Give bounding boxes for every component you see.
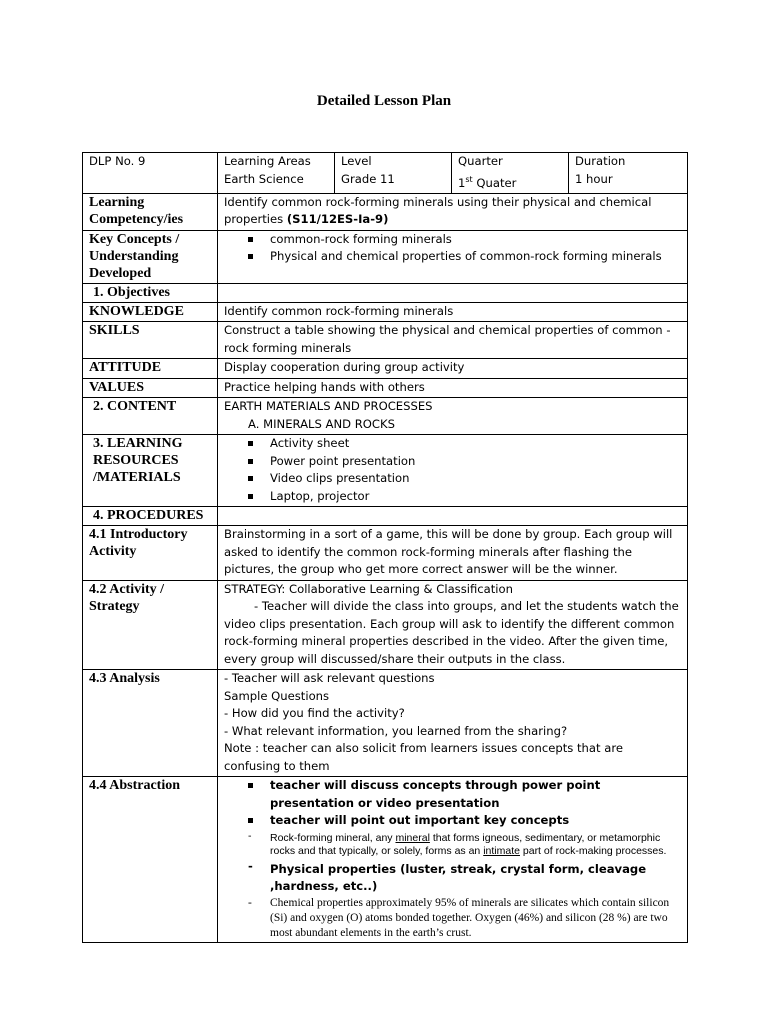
resources-cell — [218, 435, 688, 507]
quarter-label: Quarter — [458, 154, 503, 168]
procedures-label-text: 4. PROCEDURES — [93, 508, 204, 524]
introductory-text: Brainstorming in a sort of a game, this will be done by group. Each group will asked to identify the common rock-forming minerals after flashing the pictures, the group who get more correct answer will be the winner. — [218, 526, 688, 581]
knowledge-text: Identify common rock-forming minerals — [218, 302, 688, 322]
definition-item — [248, 830, 681, 858]
level-value: Grade 11 — [341, 171, 395, 186]
competency-label: Learning Competency/ies — [83, 193, 218, 230]
activity-row — [83, 580, 688, 670]
duration-label: Duration — [575, 154, 626, 168]
duration-value: 1 hour — [575, 171, 613, 186]
level-label: Level — [341, 154, 372, 168]
abstraction-points — [224, 830, 681, 941]
analysis-row — [83, 670, 688, 777]
list-item: Activity sheet — [248, 435, 681, 453]
competency-code: (S11/12ES-Ia-9) — [286, 212, 389, 227]
definition-text: , any — [369, 831, 396, 844]
content-cell — [218, 398, 688, 435]
procedures-empty-cell — [218, 507, 688, 526]
abstraction-cell — [218, 777, 688, 943]
quarter-suffix: st — [465, 174, 473, 184]
introductory-label: 4.1 Introductory Activity — [83, 526, 218, 581]
definition-text: that forms igneous, sedimentary, or metamorphic rocks and that typically, or solely, forms as an — [270, 831, 661, 857]
strategy-line: STRATEGY: Collaborative Learning & Classification — [224, 581, 513, 596]
list-item: Physical and chemical properties of common-rock forming minerals — [248, 248, 681, 266]
chemical-properties-item: - Chemical properties approximately 95% of minerals are silicates which contain silicon (Si) and oxygen (O) atoms bonded together. Oxygen (46%) and silicon (28 %) are two most abundant elements in the earth’s crust. — [248, 896, 681, 941]
dlp-number: DLP No. 9 — [89, 154, 146, 168]
key-concepts-cell — [218, 230, 688, 283]
dlp-cell — [83, 153, 218, 194]
attitude-label: ATTITUDE — [83, 359, 218, 379]
skills-label: SKILLS — [83, 322, 218, 359]
content-label — [83, 398, 218, 435]
page-title: Detailed Lesson Plan — [316, 93, 452, 109]
resources-list — [224, 435, 681, 505]
quarter-number: 1 — [458, 175, 466, 190]
analysis-label: 4.3 Analysis — [83, 670, 218, 777]
analysis-line-5: Note : teacher can also solicit from learners issues concepts that are confusing to them — [224, 741, 623, 773]
content-line-1: EARTH MATERIALS AND PROCESSES — [224, 399, 433, 414]
content-row — [83, 398, 688, 435]
values-label: VALUES — [83, 378, 218, 398]
definition-term: Rock-forming mineral — [270, 831, 370, 844]
objectives-label — [83, 283, 218, 302]
level-cell — [335, 153, 452, 194]
list-item: Video clips presentation — [248, 470, 681, 488]
abstraction-row — [83, 777, 688, 943]
analysis-cell — [218, 670, 688, 777]
abstraction-bullets — [224, 777, 681, 830]
analysis-line-4: - What relevant information, you learned from the sharing? — [224, 723, 568, 738]
competency-text: Identify common rock-forming minerals using their physical and chemical properties — [224, 194, 652, 227]
analysis-line-3: - How did you find the activity? — [224, 706, 405, 721]
learning-areas-cell — [218, 153, 335, 194]
key-concepts-row — [83, 230, 688, 283]
competency-text-cell — [218, 193, 688, 230]
mineral-link[interactable]: mineral — [395, 831, 430, 844]
resources-label-text: 3. LEARNING RESOURCES /MATERIALS — [93, 436, 183, 486]
procedures-row — [83, 507, 688, 526]
quarter-cell — [452, 153, 569, 194]
analysis-line-2: Sample Questions — [224, 688, 330, 703]
introductory-row — [83, 526, 688, 581]
resources-row — [83, 435, 688, 507]
intimate-link[interactable]: intimate — [483, 844, 520, 857]
key-concepts-list — [224, 231, 681, 266]
procedures-label — [83, 507, 218, 526]
list-item: Laptop, projector — [248, 488, 681, 506]
objectives-empty-cell — [218, 283, 688, 302]
content-label-text: 2. CONTENT — [93, 399, 177, 415]
key-concepts-label: Key Concepts / Understanding Developed — [83, 230, 218, 283]
abstraction-label: 4.4 Abstraction — [83, 777, 218, 943]
definition-text: part of rock-making processes. — [519, 844, 667, 857]
physical-properties-item: - Physical properties (luster, streak, crystal form, cleavage ,hardness, etc..) — [248, 858, 681, 896]
objectives-label-text: 1. Objectives — [93, 284, 170, 300]
lesson-plan-table — [82, 152, 688, 943]
activity-label: 4.2 Activity / Strategy — [83, 580, 218, 670]
learning-areas-value: Earth Science — [224, 171, 304, 186]
analysis-line-1: - Teacher will ask relevant questions — [224, 671, 435, 686]
values-row — [83, 378, 688, 398]
quarter-value — [458, 171, 562, 192]
values-text: Practice helping hands with others — [218, 378, 688, 398]
list-item: common-rock forming minerals — [248, 231, 681, 249]
list-item: teacher will discuss concepts through power point presentation or video presentation — [248, 777, 681, 812]
header-row — [83, 153, 688, 194]
skills-row — [83, 322, 688, 359]
skills-text: Construct a table showing the physical and chemical properties of common -rock forming minerals — [218, 322, 688, 359]
activity-text: - Teacher will divide the class into groups, and let the students watch the video clips presentation. Each group will ask to identify the different common rock-forming mineral properties described in the video. After the given time, every group will discussed/share their outputs in the class. — [224, 599, 679, 666]
list-item: teacher will point out important key concepts — [248, 812, 681, 830]
duration-cell — [569, 153, 688, 194]
competency-row — [83, 193, 688, 230]
learning-areas-label: Learning Areas — [224, 154, 311, 168]
activity-cell — [218, 580, 688, 670]
knowledge-label: KNOWLEDGE — [83, 302, 218, 322]
resources-label — [83, 435, 218, 507]
list-item: Power point presentation — [248, 453, 681, 471]
attitude-text: Display cooperation during group activity — [218, 359, 688, 379]
content-line-2: A. MINERALS AND ROCKS — [248, 416, 395, 431]
quarter-word: Quater — [472, 175, 517, 190]
knowledge-row — [83, 302, 688, 322]
attitude-row — [83, 359, 688, 379]
objectives-row — [83, 283, 688, 302]
